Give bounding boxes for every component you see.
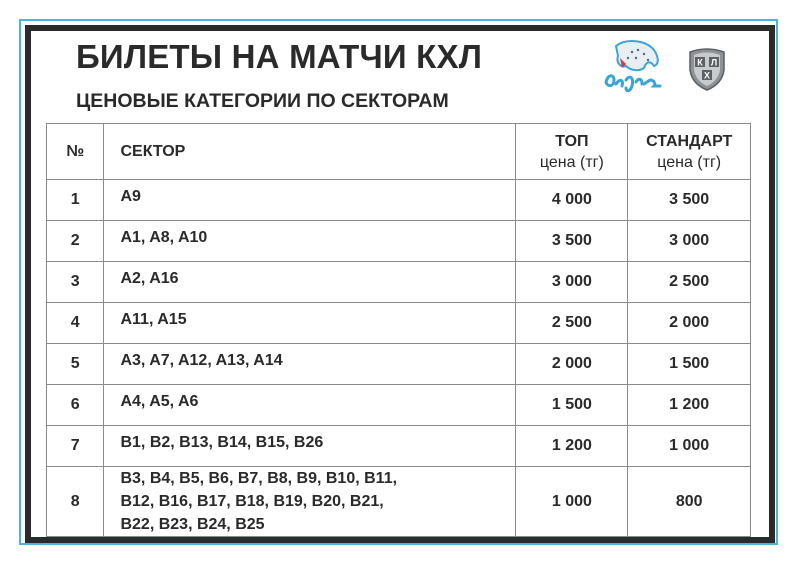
table-row (47, 303, 751, 344)
header-top-line1: ТОП (555, 132, 589, 150)
header-std-line2: цена (тг) (657, 153, 722, 171)
row-standard-price: 2 500 (628, 262, 751, 303)
row-top-price: 2 000 (516, 344, 628, 385)
sector-text: A11, A15 (120, 311, 187, 328)
row-sector (104, 262, 516, 303)
row-sector (104, 303, 516, 344)
row-num: 1 (47, 180, 104, 221)
sector-text: A4, A5, A6 (120, 393, 199, 410)
row-standard-price: 1 000 (628, 426, 751, 467)
table-row (47, 221, 751, 262)
table-row (47, 467, 751, 537)
svg-text:Х: Х (703, 70, 711, 81)
row-sector (104, 221, 516, 262)
row-top-price: 4 000 (516, 180, 628, 221)
table-row (47, 180, 751, 221)
page-title: БИЛЕТЫ НА МАТЧИ КХЛ (76, 38, 483, 75)
row-standard-price: 2 000 (628, 303, 751, 344)
table-row (47, 262, 751, 303)
header-sector: СЕКТОР (104, 124, 516, 180)
row-top-price: 1 000 (516, 467, 628, 537)
sector-text: A1, A8, A10 (120, 229, 208, 246)
header-std-line1: СТАНДАРТ (646, 132, 733, 150)
row-top-price: 3 500 (516, 221, 628, 262)
barys-logo-icon (602, 38, 662, 96)
row-sector (104, 344, 516, 385)
table-header-row (47, 124, 751, 180)
row-standard-price: 3 500 (628, 180, 751, 221)
khl-logo-icon (686, 46, 728, 92)
sector-text: A2, A16 (120, 270, 179, 287)
row-standard-price: 1 200 (628, 385, 751, 426)
sector-text: B1, B2, B13, B14, B15, B26 (120, 434, 324, 451)
row-top-price: 3 000 (516, 262, 628, 303)
row-num: 5 (47, 344, 104, 385)
header-num: № (47, 124, 104, 180)
row-standard-price: 3 000 (628, 221, 751, 262)
sector-text-line: B22, B23, B24, B25 (120, 516, 265, 533)
table-row (47, 426, 751, 467)
svg-text:К: К (697, 57, 703, 68)
table-row (47, 344, 751, 385)
row-top-price: 2 500 (516, 303, 628, 344)
row-top-price: 1 200 (516, 426, 628, 467)
sector-text: A9 (120, 188, 141, 205)
table-row (47, 385, 751, 426)
page-subtitle: ЦЕНОВЫЕ КАТЕГОРИИ ПО СЕКТОРАМ (76, 90, 449, 112)
sector-text-line: B12, B16, B17, B18, B19, B20, B21, (120, 493, 384, 510)
row-sector (104, 385, 516, 426)
row-standard-price: 1 500 (628, 344, 751, 385)
header-standard-price (628, 124, 751, 180)
sector-text-line: B3, B4, B5, B6, B7, B8, B9, B10, B11, (120, 470, 398, 487)
row-num: 2 (47, 221, 104, 262)
row-num: 7 (47, 426, 104, 467)
header-top-price (516, 124, 628, 180)
row-sector (104, 180, 516, 221)
header-top-line2: цена (тг) (539, 153, 604, 171)
row-standard-price: 800 (628, 467, 751, 537)
row-num: 4 (47, 303, 104, 344)
row-num: 8 (47, 467, 104, 537)
price-table (46, 123, 751, 537)
row-num: 3 (47, 262, 104, 303)
sector-text: A3, A7, A12, A13, A14 (120, 352, 283, 369)
row-sector (104, 467, 516, 537)
row-sector (104, 426, 516, 467)
row-top-price: 1 500 (516, 385, 628, 426)
row-num: 6 (47, 385, 104, 426)
svg-text:Л: Л (710, 57, 718, 68)
